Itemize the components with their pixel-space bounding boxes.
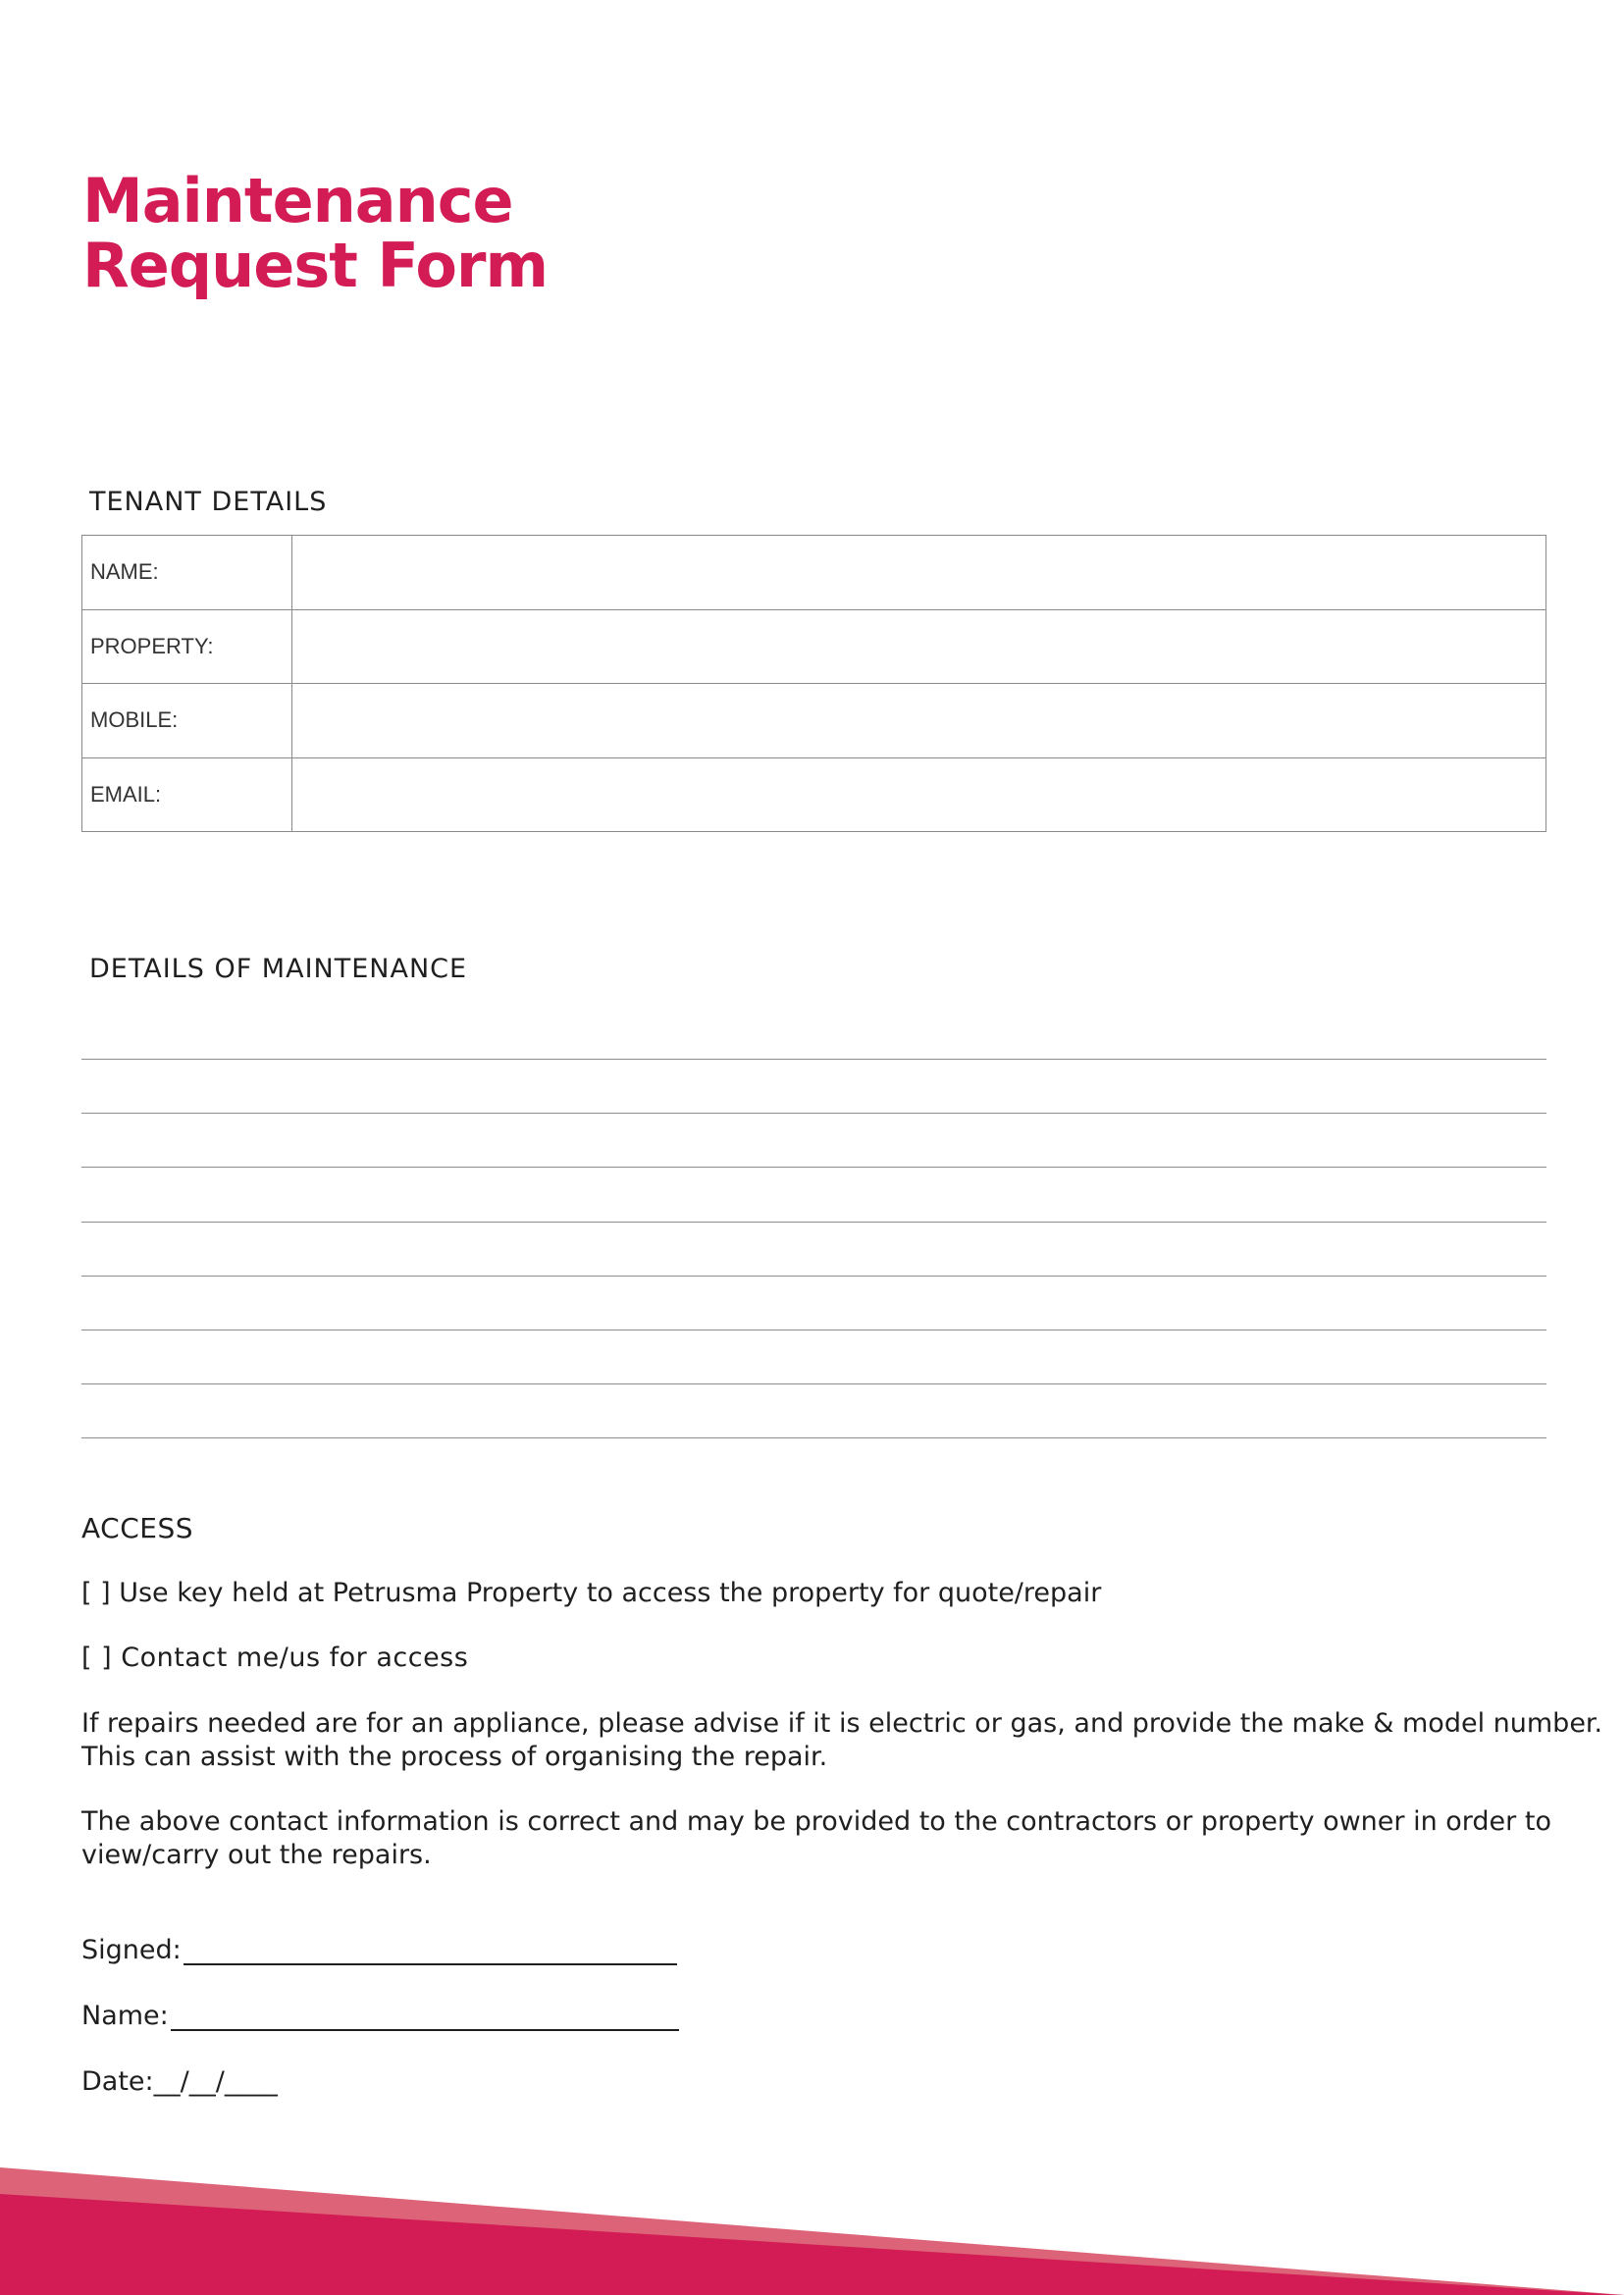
property-label: PROPERTY:	[82, 609, 292, 684]
maintenance-line-2[interactable]	[81, 1113, 1546, 1114]
tenant-row-mobile	[82, 684, 1546, 758]
name-field[interactable]	[291, 536, 1545, 610]
mobile-label: MOBILE:	[82, 684, 292, 758]
form-title	[82, 165, 549, 301]
maintenance-line-4[interactable]	[81, 1222, 1546, 1223]
maintenance-line-7[interactable]	[81, 1383, 1546, 1384]
signed-field[interactable]	[183, 1936, 677, 1965]
access-heading: ACCESS	[81, 1512, 194, 1544]
access-option-contact[interactable]: [ ] Contact me/us for access	[81, 1643, 469, 1673]
mobile-field[interactable]	[291, 684, 1545, 758]
property-field[interactable]	[291, 609, 1545, 684]
signed-row	[81, 1935, 677, 1965]
name-signature-label: Name:	[81, 2001, 169, 2031]
access-option-key[interactable]: [ ] Use key held at Petrusma Property to access the property for quote/repair	[81, 1578, 1102, 1608]
tenant-details-heading: TENANT DETAILS	[89, 487, 328, 517]
name-signature-row	[81, 2001, 679, 2031]
consent-note: The above contact information is correct and may be provided to the contractors or property owner in order to view/carry out the repairs.	[81, 1806, 1551, 1870]
tenant-details-table	[81, 535, 1546, 832]
email-field[interactable]	[291, 757, 1545, 832]
maintenance-details-heading: DETAILS OF MAINTENANCE	[89, 954, 468, 984]
form-title-line-1: Maintenance	[82, 165, 513, 236]
tenant-row-email	[82, 757, 1546, 832]
name-label: NAME:	[82, 536, 292, 610]
maintenance-line-8[interactable]	[81, 1437, 1546, 1438]
form-title-line-2: Request Form	[82, 230, 549, 301]
appliance-note: If repairs needed are for an appliance, please advise if it is electric or gas, and provide the make & model number. This can assist with the process of organising the repair.	[81, 1708, 1603, 1772]
email-label: EMAIL:	[82, 757, 292, 832]
tenant-row-property	[82, 609, 1546, 684]
maintenance-line-5[interactable]	[81, 1276, 1546, 1277]
date-field[interactable]: Date:__/__/____	[81, 2066, 278, 2097]
name-signature-field[interactable]	[171, 2002, 679, 2031]
date-row[interactable]	[81, 2066, 278, 2097]
tenant-row-name	[82, 536, 1546, 610]
footer-decoration	[0, 2138, 1624, 2295]
maintenance-line-3[interactable]	[81, 1167, 1546, 1168]
signed-label: Signed:	[81, 1935, 182, 1965]
maintenance-line-1[interactable]	[81, 1059, 1546, 1060]
